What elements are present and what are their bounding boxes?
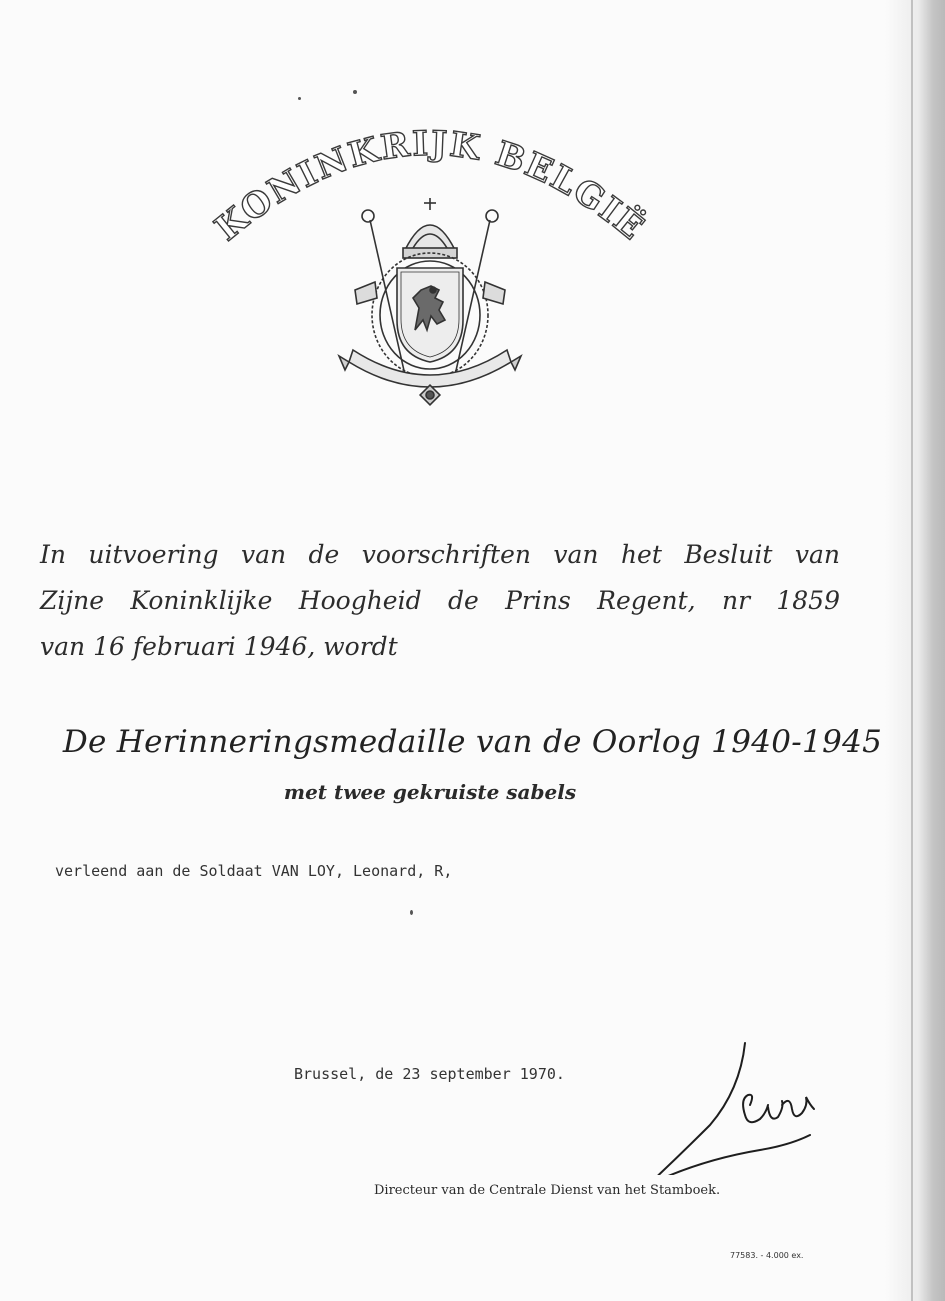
- paper-fold-line: [911, 0, 913, 1301]
- medal-subtitle: met twee gekruiste sabels: [283, 780, 577, 804]
- ink-speck: [410, 910, 413, 915]
- decree-paragraph-line-2: Zijne Koninklijke Hoogheid de Prins Regent, nr 1859: [40, 586, 840, 615]
- decree-paragraph-line-3: van 16 februari 1946, wordt: [40, 632, 398, 661]
- place-and-date: Brussel, de 23 september 1970.: [294, 1065, 565, 1083]
- belgian-coat-of-arms-icon: [335, 190, 525, 415]
- handwritten-signature: [640, 1035, 830, 1175]
- paper-edge-shadow: [885, 0, 945, 1301]
- decree-paragraph-line-1: In uitvoering van de voorschriften van het Besluit van: [40, 540, 840, 569]
- arc-title-text: KONINKRIJK BELGIË: [207, 123, 653, 250]
- signatory-title: Directeur van de Centrale Dienst van het Stamboek.: [374, 1183, 721, 1198]
- recipient-line: verleend aan de Soldaat VAN LOY, Leonard, R,: [55, 862, 453, 880]
- print-run-code: 77583. - 4.000 ex.: [730, 1251, 804, 1260]
- medal-title: De Herinneringsmedaille van de Oorlog 1940-1945: [62, 724, 883, 760]
